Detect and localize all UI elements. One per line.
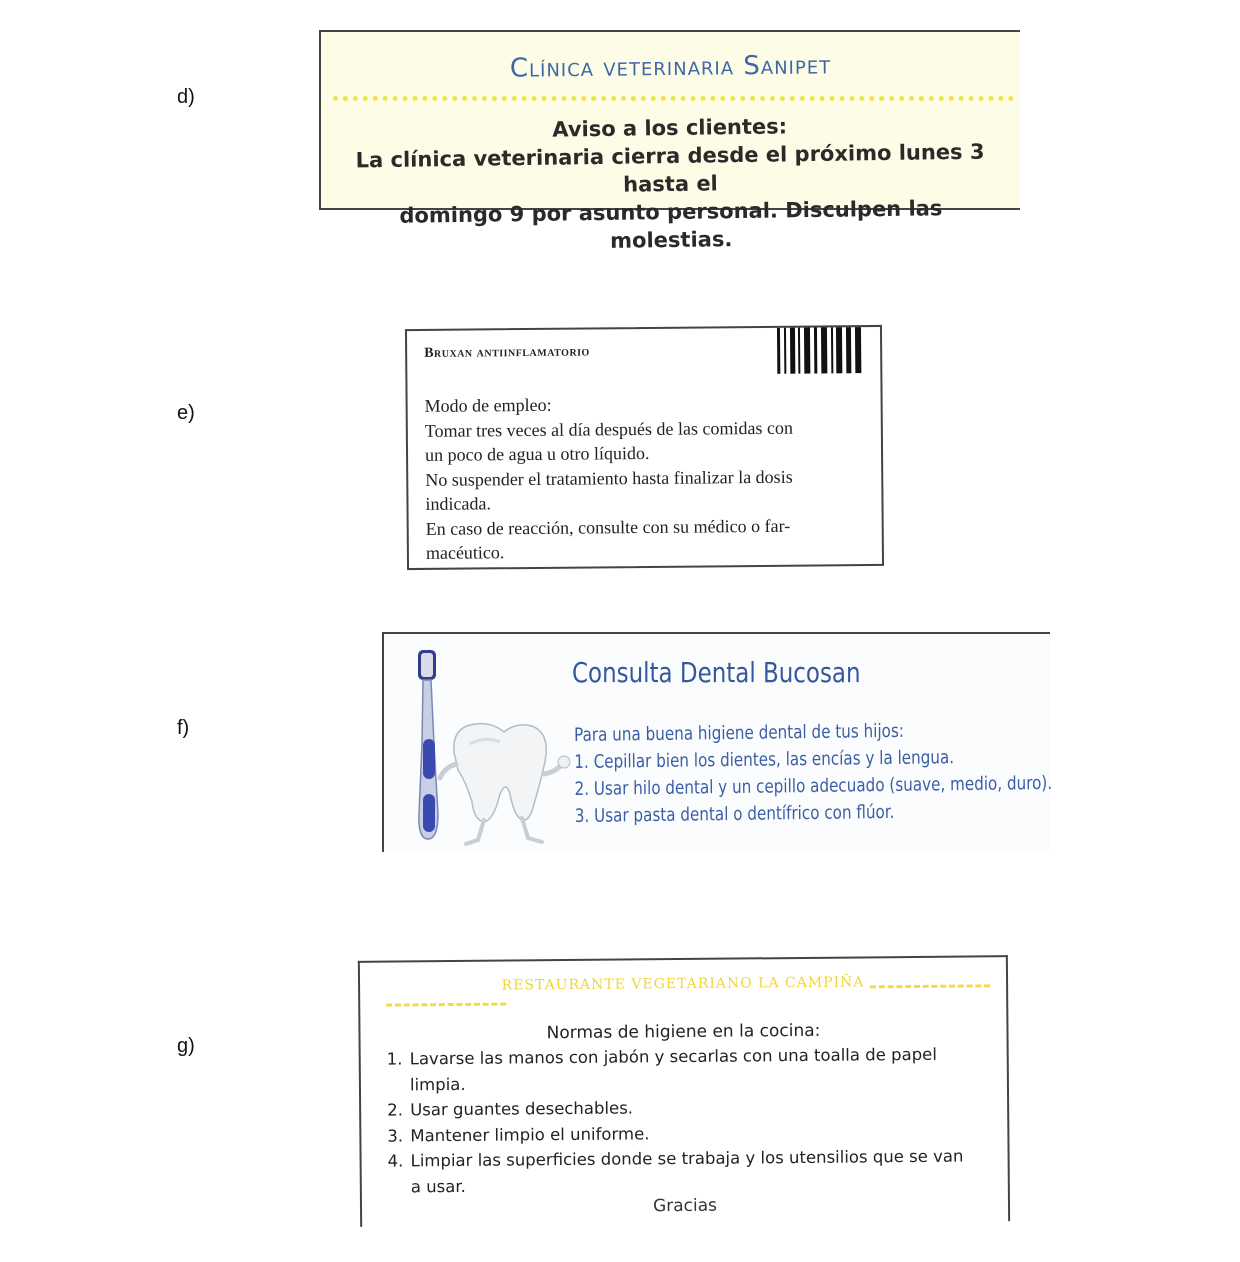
rule-item: 4. Limpiar las superficies donde se trabaja y los utensilios que se van a usar. <box>408 1143 977 1199</box>
notice-line: La clínica veterinaria cierra desde el próximo lunes 3 hasta el <box>355 139 985 197</box>
dental-advice-card <box>382 632 1053 852</box>
rule-item: 1. Lavarse las manos con jabón y secarlas con una toalla de papel limpia. <box>408 1041 977 1097</box>
label-e: e) <box>177 402 195 424</box>
tooth-icon <box>440 724 570 844</box>
medicine-label-card <box>405 325 884 570</box>
thanks-text: Gracias <box>652 1195 718 1217</box>
advice-intro: Para una buena higiene dental de tus hijos: <box>574 720 905 746</box>
instruction-line: Tomar tres veces al día después de las comidas con <box>424 417 794 441</box>
advice-item: 3. Usar pasta dental o dentífrico con flúor. <box>574 801 895 827</box>
instruction-line: indicada. <box>425 493 492 514</box>
vet-clinic-title: Clínica veterinaria Sanipet <box>509 50 832 84</box>
notice-heading: Aviso a los clientes: <box>552 114 788 142</box>
instruction-line: No suspender el tratamiento hasta finalizar la dosis <box>425 466 793 490</box>
tooth-toothbrush-illustration <box>404 644 574 849</box>
medicine-title: Bruxan antiinflamatorio <box>424 344 590 361</box>
vet-clinic-notice-card <box>319 30 1020 253</box>
medicine-instructions <box>425 390 862 565</box>
instruction-line: un poco de agua u otro líquido. <box>424 442 650 465</box>
vet-notice-text <box>340 109 1001 258</box>
instruction-line: En caso de reacción, consulte con su médico o far- <box>425 515 791 539</box>
toothbrush-icon <box>418 650 438 839</box>
advice-item: 2. Usar hilo dental y un cepillo adecuado (suave, medio, duro). <box>574 772 1053 800</box>
dashed-divider-left <box>386 1003 506 1007</box>
label-f: f) <box>177 717 190 739</box>
restaurant-title: RESTAURANTE VEGETARIANO LA CAMPIÑA <box>501 974 865 994</box>
dental-advice-list <box>574 716 1052 830</box>
rule-item: 3. Mantener limpio el uniforme. <box>408 1118 977 1148</box>
instruction-line: macéutico. <box>425 542 505 563</box>
instruction-line: Modo de empleo: <box>424 394 552 416</box>
dental-title: Consulta Dental Bucosan <box>572 656 861 689</box>
advice-item: 1. Cepillar bien los dientes, las encías y la lengua. <box>574 747 955 773</box>
hygiene-heading: Normas de higiene en la cocina: <box>546 1020 821 1044</box>
notice-line: domingo 9 por asunto personal. Disculpen las molestias. <box>399 196 943 253</box>
label-g: g) <box>177 1035 195 1057</box>
rule-item: 2. Usar guantes desechables. <box>408 1092 977 1122</box>
hygiene-rules-list <box>386 1041 978 1199</box>
label-d: d) <box>177 86 195 108</box>
restaurant-hygiene-card <box>358 955 1010 1227</box>
dotted-divider <box>333 96 1014 101</box>
barcode-icon <box>777 327 861 374</box>
